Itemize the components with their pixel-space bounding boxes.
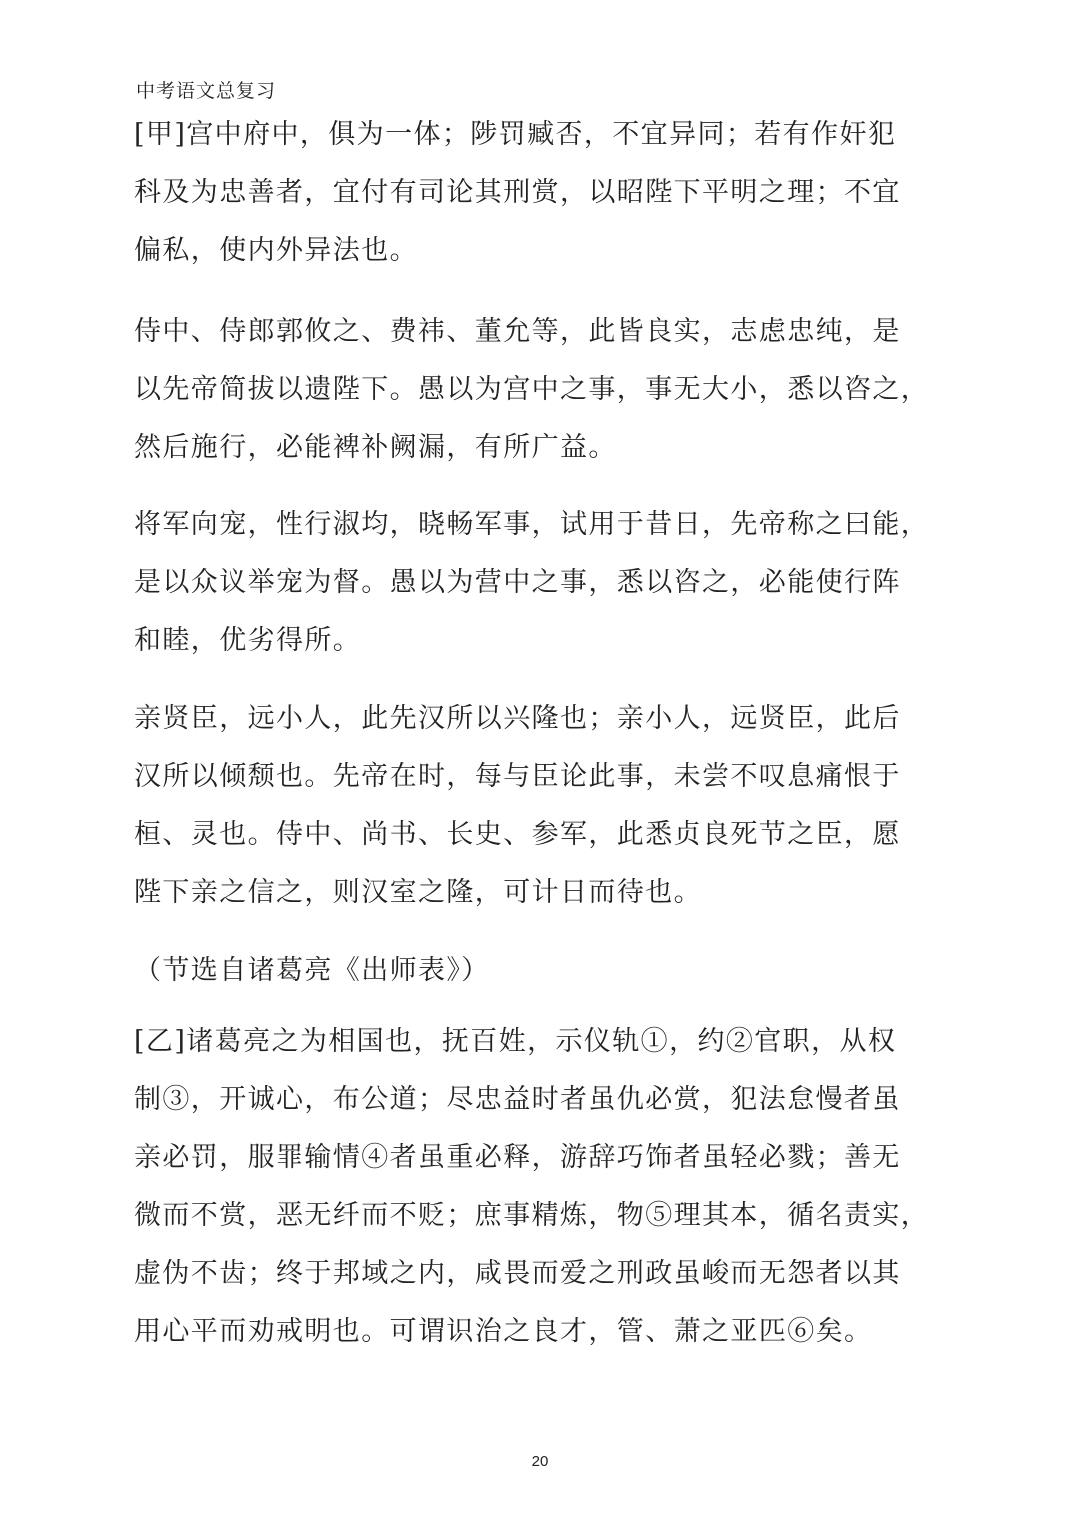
text-line: （节选自诸葛亮《出师表》） — [134, 955, 490, 986]
text-line: 是以众议举宠为督。愚以为营中之事，悉以咨之，必能使行阵 — [134, 567, 901, 598]
text-line: [乙]诸葛亮之为相国也，抚百姓，示仪轨①，约②官职，从权 — [134, 1026, 897, 1057]
text-line: 汉所以倾颓也。先帝在时，每与臣论此事，未尝不叹息痛恨于 — [134, 761, 901, 792]
paragraph-jia-3 — [134, 496, 930, 670]
text-line: 虚伪不齿；终于邦域之内，咸畏而爱之刑政虽峻而无怨者以其 — [134, 1258, 901, 1289]
text-line: 亲贤臣，远小人，此先汉所以兴隆也；亲小人，远贤臣，此后 — [134, 703, 901, 734]
paragraph-yi — [134, 1013, 930, 1361]
text-line: 亲必罚，服罪输情④者虽重必释，游辞巧饰者虽轻必戮；善无 — [134, 1142, 901, 1173]
text-line: 科及为忠善者，宜付有司论其刑赏，以昭陛下平明之理；不宜 — [134, 177, 901, 208]
paragraph-jia-1 — [134, 106, 920, 280]
source-citation — [134, 942, 920, 1000]
text-line: 侍中、侍郎郭攸之、费祎、董允等，此皆良实，志虑忠纯，是 — [134, 316, 901, 347]
paragraph-jia-4 — [134, 690, 920, 922]
page-header-title: 中考语文总复习 — [136, 80, 277, 102]
text-line: 用心平而劝戒明也。可谓识治之良才，管、萧之亚匹⑥矣。 — [134, 1316, 873, 1347]
text-line: 将军向宠，性行淑均，晓畅军事，试用于昔日，先帝称之曰能， — [134, 509, 930, 540]
text-line: 制③，开诚心，布公道；尽忠益时者虽仇必赏，犯法怠慢者虽 — [134, 1084, 901, 1115]
paragraph-jia-2 — [134, 303, 930, 477]
text-line: [甲]宫中府中，俱为一体；陟罚臧否，不宜异同；若有作奸犯 — [134, 119, 897, 150]
text-line: 偏私，使内外异法也。 — [134, 235, 418, 266]
text-line: 以先帝简拔以遗陛下。愚以为宫中之事，事无大小，悉以咨之， — [134, 374, 930, 405]
text-line: 微而不赏，恶无纤而不贬；庶事精炼，物⑤理其本，循名责实， — [134, 1200, 930, 1231]
text-line: 桓、灵也。侍中、尚书、长史、参军，此悉贞良死节之臣，愿 — [134, 819, 901, 850]
text-line: 陛下亲之信之，则汉室之隆，可计日而待也。 — [134, 877, 702, 908]
page-number: 20 — [531, 1453, 549, 1470]
text-line: 然后施行，必能裨补阙漏，有所广益。 — [134, 432, 617, 463]
text-line: 和睦，优劣得所。 — [134, 625, 362, 656]
